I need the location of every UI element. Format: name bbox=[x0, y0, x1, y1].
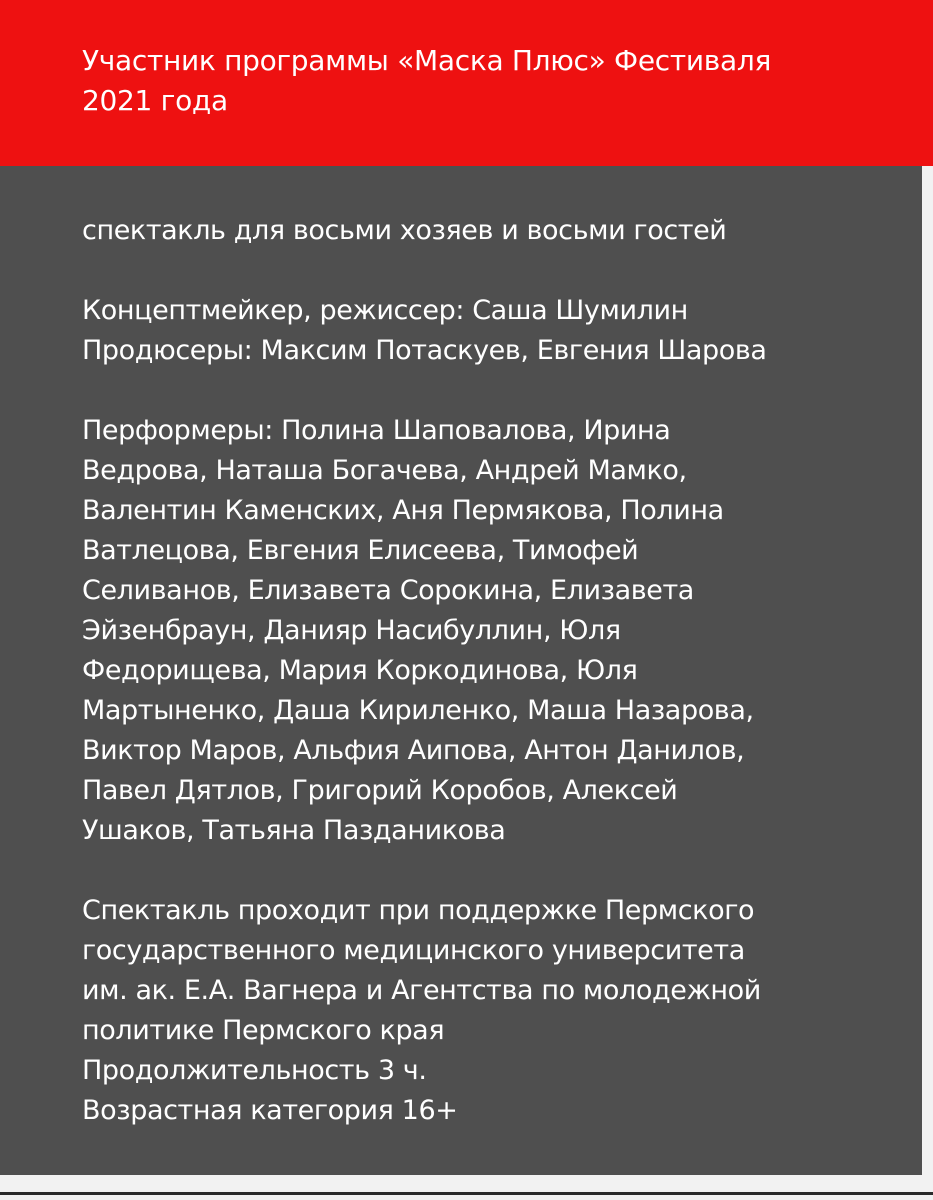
festival-banner bbox=[0, 0, 933, 166]
performers-line: Ушаков, Татьяна Пазданикова bbox=[82, 815, 506, 846]
performance-info bbox=[82, 211, 882, 1131]
performers-credit bbox=[82, 411, 882, 851]
support-line: государственного медицинского университета bbox=[82, 935, 745, 966]
bottom-divider bbox=[0, 1192, 933, 1195]
performers-line: Ведрова, Наташа Богачева, Андрей Мамко, bbox=[82, 455, 687, 486]
banner-title-line-2: 2021 года bbox=[82, 84, 228, 117]
spacer bbox=[82, 251, 882, 291]
spacer bbox=[82, 851, 882, 891]
performance-subtitle: спектакль для восьми хозяев и восьми гостей bbox=[82, 215, 727, 246]
support-line: Спектакль проходит при поддержке Пермского bbox=[82, 895, 755, 926]
banner-title-line-1: Участник программы «Маска Плюс» Фестиваля bbox=[82, 44, 771, 77]
performers-line: Виктор Маров, Альфия Аипова, Антон Данилов, bbox=[82, 735, 745, 766]
support-line: политике Пермского края bbox=[82, 1015, 445, 1046]
performers-line: Перформеры: Полина Шаповалова, Ирина bbox=[82, 415, 671, 446]
performers-line: Федорищева, Мария Коркодинова, Юля bbox=[82, 655, 638, 686]
banner-title bbox=[82, 41, 882, 121]
duration-info: Продолжительность 3 ч. bbox=[82, 1055, 427, 1086]
age-rating: Возрастная категория 16+ bbox=[82, 1095, 458, 1126]
performers-line: Селиванов, Елизавета Сорокина, Елизавета bbox=[82, 575, 694, 606]
producers-credit: Продюсеры: Максим Потаскуев, Евгения Шарова bbox=[82, 335, 767, 366]
info-panel bbox=[0, 166, 922, 1175]
support-note bbox=[82, 891, 882, 1051]
performers-line: Ватлецова, Евгения Елисеева, Тимофей bbox=[82, 535, 639, 566]
spacer bbox=[82, 371, 882, 411]
director-credit: Концептмейкер, режиссер: Саша Шумилин bbox=[82, 295, 688, 326]
support-line: им. ак. Е.А. Вагнера и Агентства по молодежной bbox=[82, 975, 761, 1006]
performers-line: Эйзенбраун, Данияр Насибуллин, Юля bbox=[82, 615, 621, 646]
performers-line: Валентин Каменских, Аня Пермякова, Полина bbox=[82, 495, 724, 526]
performers-line: Мартыненко, Даша Кириленко, Маша Назарова, bbox=[82, 695, 754, 726]
performers-line: Павел Дятлов, Григорий Коробов, Алексей bbox=[82, 775, 678, 806]
